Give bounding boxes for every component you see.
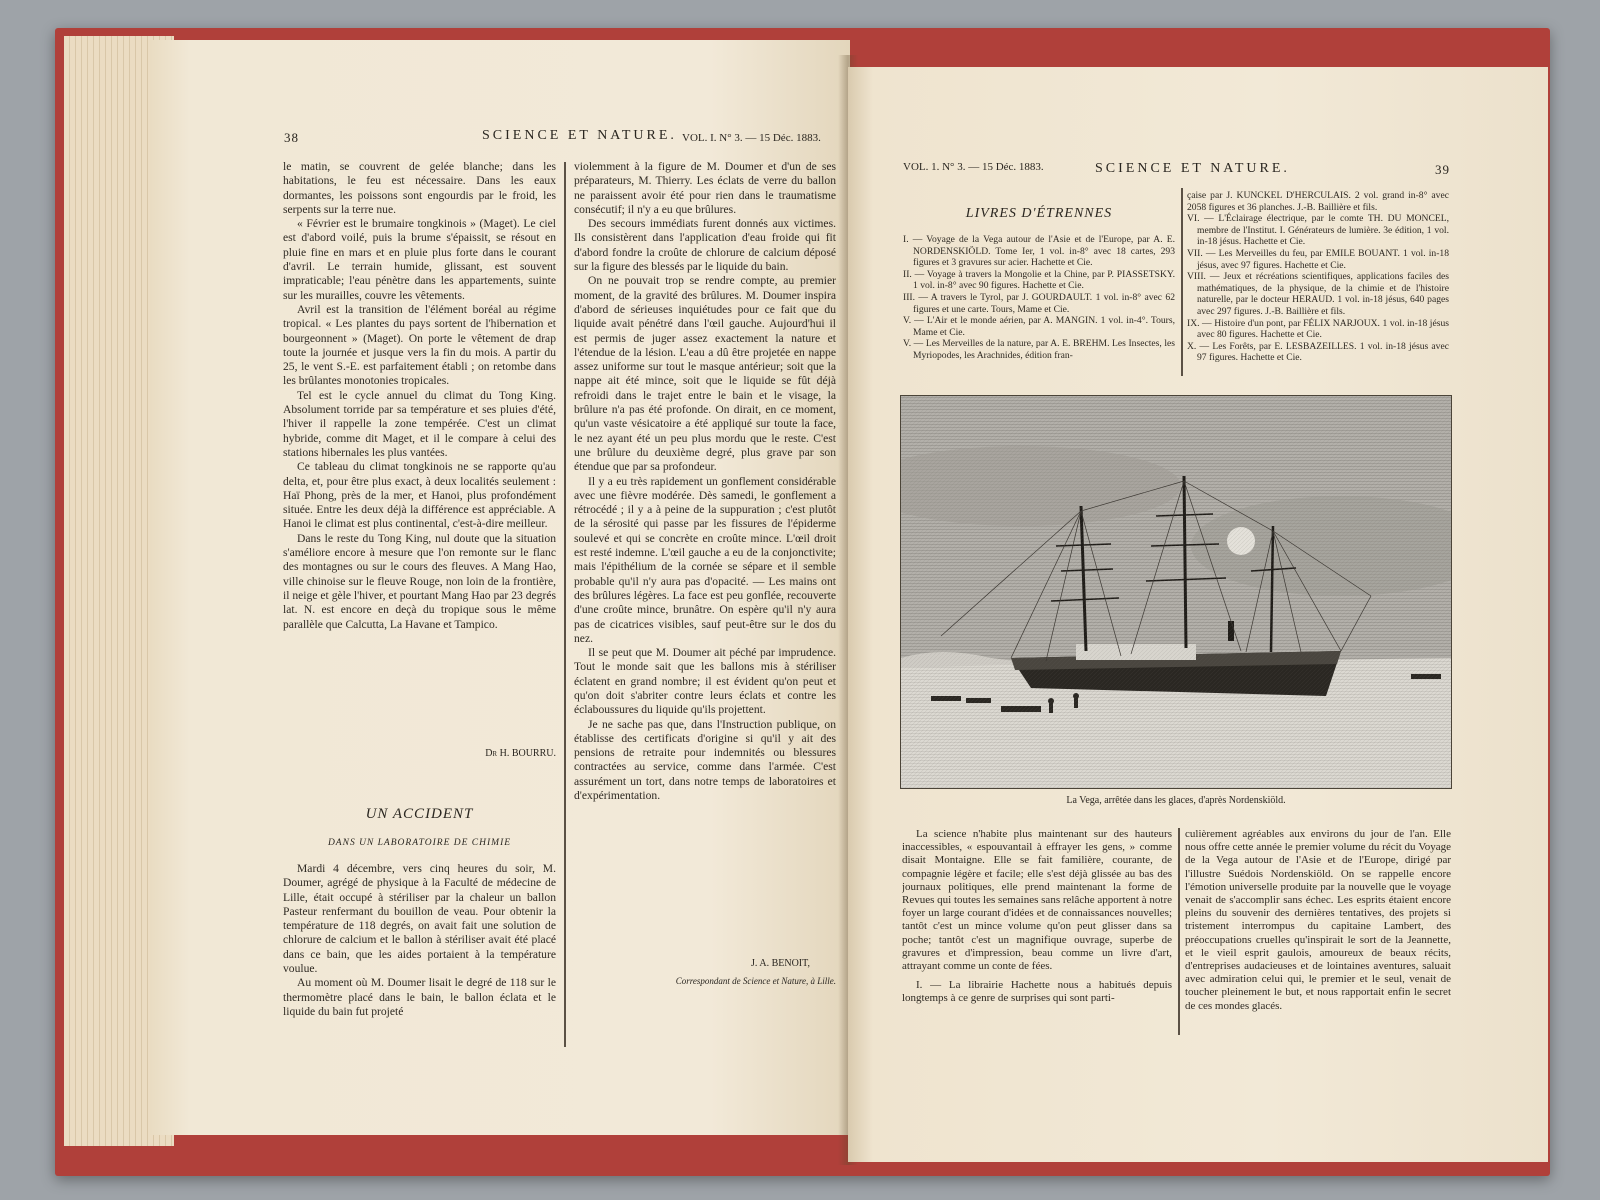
book-entry: III. — A travers le Tyrol, par J. GOURDAULT. 1 vol. in-8° avec 62 figures et une carte. Tours, Mame et Cie. [903, 291, 1175, 315]
book-entry: I. — Voyage de la Vega autour de l'Asie et de l'Europe, par A. E. NORDENSKIÖLD. Tome Ier, 1 vol. in-8° avec 18 cartes, 293 figures et 3 gravures sur acier. Hachette et Cie. [903, 234, 1175, 269]
book-entry: V. — L'Air et le monde aérien, par A. MANGIN. 1 vol. in-4°. Tours, Mame et Cie. [903, 315, 1175, 338]
paragraph: Il se peut que M. Doumer ait péché par imprudence. Tout le monde sait que les ballons mis à stériliser éclatent en grand nombre; il est évident qu'on peut et qu'on doit s'abriter contre leurs éclats et contre les éclaboussures du liquide qu'ils projettent. [574, 646, 836, 717]
signature-role: Correspondant de Science et Nature, à Lille. [675, 976, 836, 986]
right-page-number: 39 [1435, 162, 1450, 177]
paragraph: On ne pouvait trop se rendre compte, au premier moment, de la gravité des brûlures. M. Doumer inspira d'abord de sérieuses inquiétudes pour ce fait que du liquide avait pénétré dans l'œil gauche. Aujourd'hui il est permis de juger assez exactement la nature et l'étendue de la lésion. L'eau a dû être projetée en nappe assez uniforme sur tout le masque antérieur; soit que la nappe ait été mince, soit que le liquide se fût déjà refroidi dans le trajet entre le bain et le visage, la brûlure n'a pas été profonde. On dirait, en ce moment, qu'un vaste vésicatoire a été appliqué sur toute la face, le nez ayant été un peu plus mordu que le reste. C'est une brûlure du deuxième degré, plus grave par son étendue que par sa profondeur. [574, 274, 836, 474]
paragraph: « Février est le brumaire tongkinois » (Maget). Le ciel est d'abord voilé, puis la brume s'épaissit, se résout en pluie fine en mars et en pluie plus forte dans le courant d'avril. Le terrain humide, glissant, est souvent impraticable; l'eau pénètre dans les appartements, suinte sur les murailles, couvre les vêtements. [283, 217, 556, 302]
left-column-2 [574, 160, 836, 940]
book-entry: çaise par J. KUNCKEL D'HERCULAIS. 2 vol. grand in-8° avec 2058 figures et 36 planches. J.-B. Baillière et fils. [1187, 190, 1449, 213]
left-issue-info: VOL. I. N° 3. — 15 Déc. 1883. [682, 132, 821, 144]
paragraph: le matin, se couvrent de gelée blanche; dans les habitations, le feu est nécessaire. Dans les eaux dormantes, les poissons sont engourdis par le froid, les serpents sur la terre nue. [283, 160, 556, 216]
paragraph: violemment à la figure de M. Doumer et d'un de ses préparateurs, M. Thierry. Les éclats de verre du ballon ne paraissent avoir été pour rien dans le traumatisme consécutif; il n'y a eu que brûlures. [574, 160, 836, 216]
book-entry: IX. — Histoire d'un pont, par FÉLIX NARJOUX. 1 vol. in-18 jésus avec 80 figures. Hachette et Cie. [1187, 317, 1449, 341]
illustration-caption: La Vega, arrêtée dans les glaces, d'après Nordenskiöld. [1066, 795, 1286, 806]
books-list-col-2 [1187, 190, 1449, 380]
accident-subtitle: DANS UN LABORATOIRE DE CHIMIE [327, 838, 512, 848]
left-page-number: 38 [284, 130, 299, 145]
book-entry: X. — Les Forêts, par E. LESBAZEILLES. 1 vol. in-18 jésus avec 97 figures. Hachette et Cie. [1187, 340, 1449, 364]
paragraph: Avril est la transition de l'élément boréal au régime tropical. « Les plantes du pays sortent de l'hibernation et bourgeonnent » (Maget). On porte le vêtement de drap toute la journée et jusque vers la fin du mois. A partir du 25, le vent S.-E. est parfaitement établi ; on retombe dans les brûlantes monotonies tropicales. [283, 302, 556, 388]
paragraph: Tel est le cycle annuel du climat du Tong King. Absolument torride par sa température et ses pluies d'été, l'hiver il rappelle la zone tempérée. C'est un climat hybride, comme dit Maget, et il le compare à celui des stations hibernales les plus vantées. [283, 388, 556, 459]
paragraph: culièrement agréables aux environs du jour de l'an. Elle nous offre cette année le premier volume du récit du Voyage de la Vega autour de l'Asie et de l'Europe, dirigé par l'illustre Suédois Nordenskiöld. On se rappelle encore l'émotion universelle produite par la nouvelle que le voyage venait de s'accomplir sans échec. Les esprits étaient encore pleins du souvenir des dernières tentatives, des projets si tristement interrompus du capitaine Lambert, des préoccupations cruelles qu'inspirait le sort de la Jeannette, et le vieil esprit gaulois, amoureux de beaux récits, d'entreprises audacieuses et de lointaines aventures, saluait avec admiration celui qui, le premier et le seul, venait de toucher pleinement le but, et nous rapportait enfin le secret de ces mondes glacés. [1185, 828, 1451, 1012]
right-issue-info: VOL. 1. N° 3. — 15 Déc. 1883. [903, 161, 1044, 173]
accident-title: UN ACCIDENT [365, 806, 474, 822]
column-rule [564, 162, 566, 1047]
book-entry: V. — Les Merveilles de la nature, par A. E. BREHM. Les Insectes, les Myriopodes, les Arachnides, édition fran- [903, 338, 1175, 361]
ship-engraving [901, 396, 1451, 788]
books-list-col-1 [903, 234, 1175, 379]
book-entry: VII. — Les Merveilles du feu, par EMILE BOUANT. 1 vol. in-18 jésus, avec 97 figures. Hachette et Cie. [1187, 247, 1449, 271]
right-journal-title: SCIENCE ET NATURE. [1095, 161, 1290, 176]
author-signature: Dr H. BOURRU. [485, 748, 556, 759]
column-rule [1181, 188, 1183, 376]
paragraph: Mardi 4 décembre, vers cinq heures du soir, M. Doumer, agrégé de physique à la Faculté de médecine de Lille, était occupé à stériliser par la chaleur un ballon Pasteur renfermant du bouillon de veau. Pour obtenir la température de 118 degrés, on avait fait une solution de chlorure de calcium et le ballon à stériliser avait été placé dans ce bain, que les aides portaient à la température voulue. [283, 862, 556, 976]
paragraph: Au moment où M. Doumer lisait le degré de 118 sur le thermomètre placé dans le bain, le ballon éclata et le liquide du bain fut projeté [283, 976, 556, 1018]
right-column-1 [902, 828, 1172, 1040]
book-entry: VI. — L'Éclairage électrique, par le comte TH. DU MONCEL, membre de l'Institut. I. Générateurs de lumière. 3e édition, 1 vol. in-18 jésus. Hachette et Cie. [1187, 213, 1449, 248]
paragraph: Des secours immédiats furent donnés aux victimes. Ils consistèrent dans l'application d'eau froide qui fit d'abord fondre la croûte de chlorure de calcium déposé sur la figure des blessés par le liquide du bain. [574, 217, 836, 274]
left-journal-title: SCIENCE ET NATURE. [482, 128, 677, 143]
books-title: LIVRES D'ÉTRENNES [965, 206, 1113, 221]
paragraph: Dans le reste du Tong King, nul doute que la situation s'améliore encore à mesure que l'on remonte sur le flanc des montagnes ou sur le cours des fleuves. A Mang Hao, ville chinoise sur le fleuve Rouge, non loin de la frontière, il neige et gèle l'hiver, et pourtant Mang Hao par 23 degrés lat. N. est encore en deçà du tropique sous le même parallèle que Calcutta, La Havane et Tampico. [283, 531, 556, 631]
paragraph: Ce tableau du climat tongkinois ne se rapporte qu'au delta, et, pour être plus exact, à deux localités seulement : Haï Phong, près de la mer, et Hanoi, plus profondément située. Entre les deux déjà la différence est appréciable. A Hanoi le climat est plus continental, c'est-à-dire meilleur. [283, 460, 556, 531]
paragraph: Il y a eu très rapidement un gonflement considérable avec une fièvre modérée. Dès samedi, le gonflement a rétrocédé ; il y a à peine de la suppuration ; c'est plutôt de la sérosité qui passe par les fissures de l'épiderme soulevé et qui se concrète en croûte mince. L'œil droit est resté indemne. L'œil gauche a eu de la conjonctivite; mais l'épithélium de la cornée se sépare et il semble probable qu'il n'y aura pas d'opacité. — Les mains ont des brûlures légères. La face est peu gonflée, recouverte d'une croûte mince, brunâtre. On espère qu'il n'y aura pas de cicatrices visibles, sauf peut-être sur le dos du nez. [574, 474, 836, 645]
vega-illustration [900, 395, 1452, 789]
paragraph: I. — La librairie Hachette nous a habitués depuis longtemps à ce genre de surprises qui sont parti- [902, 979, 1172, 1005]
signature-name: J. A. BENOIT, [751, 958, 810, 969]
book-entry: II. — Voyage à travers la Mongolie et la Chine, par P. PIASSETSKY. 1 vol. in-8° avec 90 figures. Hachette et Cie. [903, 268, 1175, 292]
accident-text [283, 862, 556, 1044]
left-column-1 [283, 160, 556, 760]
right-column-2 [1185, 828, 1451, 1040]
paragraph: La science n'habite plus maintenant sur des hauteurs inaccessibles, « espouvantail à effrayer les gens, » comme disait Montaigne. Elle se fait familière, courante, de compagnie légère et facile; elle s'est déjà glissée au bas des journaux politiques, elle prend maintenant la forme de Revues qui toutes les semaines sans relâche apportent à notre foyer un large courant d'idées et de connaissances nouvelles; tantôt c'est un mince volume qu'on peut glisser dans sa poche; tantôt c'est un magnifique ouvrage, superbe de gravures et d'impression, beau comme un livre d'art, attrayant comme un conte de fées. [902, 828, 1172, 973]
book-entry: VIII. — Jeux et récréations scientifiques, applications faciles des mathématiques, de la physique, de la chimie et de l'histoire naturelle, par le docteur HERAUD. 1 vol. in-18 jésus, 640 pages avec 297 figures. J.-B. Baillière et fils. [1187, 271, 1449, 317]
paragraph: Je ne sache pas que, dans l'Instruction publique, on établisse des certificats d'origine si qu'il y ait des pensions de retraite pour indemnités ou blessures contractées au service, comme dans l'armée. C'est assurément un tort, dans notre temps de laboratoires et d'expérimentation. [574, 717, 836, 803]
column-rule [1178, 828, 1180, 1035]
